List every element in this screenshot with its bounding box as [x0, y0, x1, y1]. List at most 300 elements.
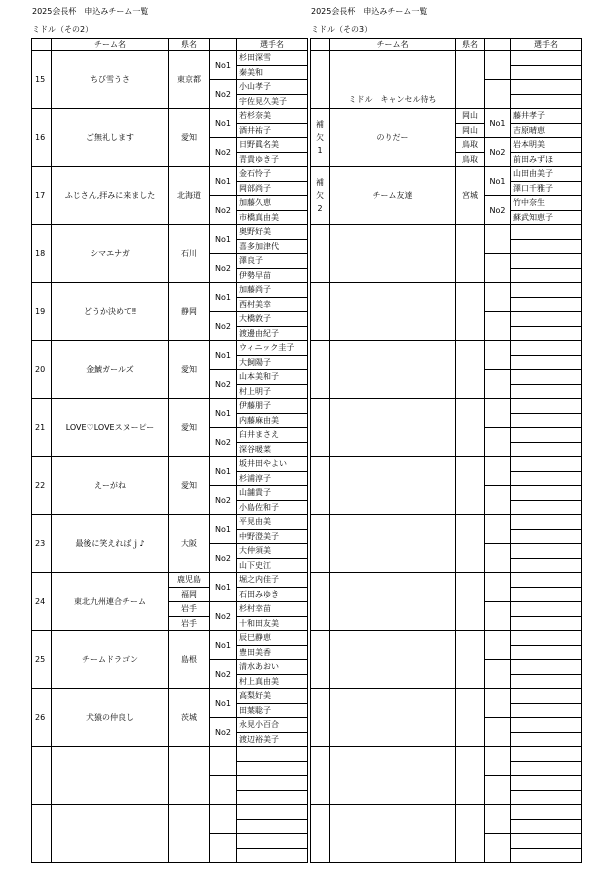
player-name: 中野澄美子	[237, 529, 308, 544]
team-name	[330, 515, 456, 573]
empty-team-block	[311, 225, 582, 283]
left-subheading: ミドル（その2）	[32, 25, 94, 34]
team-number: 21	[32, 399, 52, 457]
team-name	[52, 747, 169, 805]
player-name: 大仲須美	[237, 544, 308, 559]
team-name	[330, 225, 456, 283]
pair-label	[485, 805, 511, 834]
player-name	[511, 631, 582, 646]
pair-label: No1	[485, 109, 511, 138]
player-name	[511, 790, 582, 805]
team-number: 19	[32, 283, 52, 341]
team-name: シマエナガ	[52, 225, 169, 283]
player-name	[511, 370, 582, 385]
empty-team-block	[311, 341, 582, 399]
pair-label	[485, 776, 511, 805]
pair-label	[485, 747, 511, 776]
pair-label: No1	[210, 167, 237, 196]
pair-label: No2	[210, 544, 237, 573]
col-header-pref: 県名	[456, 39, 485, 51]
table-row	[311, 109, 582, 124]
team-name	[330, 689, 456, 747]
player-name	[511, 442, 582, 457]
empty-team-block	[311, 573, 582, 631]
team-number: 18	[32, 225, 52, 283]
prefecture: 北海道	[169, 167, 210, 225]
team-name	[330, 341, 456, 399]
prefecture	[456, 51, 485, 109]
pair-label: No2	[485, 138, 511, 167]
prefecture: 宮城	[456, 167, 485, 225]
player-name	[237, 805, 308, 820]
team-name: 東北九州連合チーム	[52, 573, 169, 631]
player-name: 若杉奈美	[237, 109, 308, 124]
pair-label	[485, 225, 511, 254]
team-name: のりだー	[330, 109, 456, 167]
pair-label: No2	[210, 370, 237, 399]
player-name: 村上真由美	[237, 674, 308, 689]
prefecture	[456, 689, 485, 747]
pair-label	[485, 660, 511, 689]
pair-label: No1	[210, 399, 237, 428]
player-name: 内藤麻由美	[237, 413, 308, 428]
player-name	[511, 413, 582, 428]
team-block	[32, 631, 308, 689]
player-name	[511, 529, 582, 544]
prefecture	[456, 631, 485, 689]
table-row	[32, 283, 308, 298]
player-name	[511, 65, 582, 80]
prefecture: 鳥取	[456, 152, 485, 167]
player-name: 加藤久恵	[237, 196, 308, 211]
pair-label: No1	[210, 573, 237, 602]
table-row	[32, 573, 308, 588]
pair-label	[485, 689, 511, 718]
player-name: 岡部尚子	[237, 181, 308, 196]
player-name	[237, 776, 308, 791]
player-name	[511, 384, 582, 399]
prefecture	[456, 399, 485, 457]
table-row	[32, 631, 308, 646]
prefecture	[456, 225, 485, 283]
cancel-waiting-note: ミドル キャンセル待ち	[348, 95, 437, 104]
reserve-label-cell	[311, 109, 330, 167]
prefecture: 静岡	[169, 283, 210, 341]
player-name	[237, 819, 308, 834]
team-block	[32, 225, 308, 283]
pair-label: No2	[210, 80, 237, 109]
pair-label	[210, 747, 237, 776]
table-row	[311, 283, 582, 298]
player-name	[511, 805, 582, 820]
pair-label: No1	[485, 167, 511, 196]
table-row	[32, 225, 308, 240]
prefecture: 鹿児島	[169, 573, 210, 588]
player-name: 杉田深雪	[237, 51, 308, 66]
prefecture: 福岡	[169, 587, 210, 602]
team-name: 最後に笑えればｊ♪	[52, 515, 169, 573]
empty-team-block	[311, 51, 582, 109]
pair-label: No1	[210, 341, 237, 370]
table-row	[311, 573, 582, 588]
table-row	[32, 167, 308, 182]
prefecture	[456, 805, 485, 863]
player-name: 山本美和子	[237, 370, 308, 385]
pair-label: No1	[210, 631, 237, 660]
player-name	[511, 515, 582, 530]
table-row	[32, 399, 308, 414]
pair-label: No2	[210, 486, 237, 515]
player-name	[511, 587, 582, 602]
team-block	[32, 167, 308, 225]
pair-label	[485, 283, 511, 312]
player-name	[511, 558, 582, 573]
player-name	[511, 254, 582, 269]
pair-label	[485, 718, 511, 747]
player-name	[511, 674, 582, 689]
pair-label: No2	[210, 718, 237, 747]
team-block	[32, 689, 308, 747]
pair-label: No2	[210, 138, 237, 167]
pair-label: No2	[210, 196, 237, 225]
table-row	[311, 399, 582, 414]
prefecture: 石川	[169, 225, 210, 283]
player-name: 小山孝子	[237, 80, 308, 95]
team-number: 15	[32, 51, 52, 109]
table-row	[32, 515, 308, 530]
player-name	[511, 573, 582, 588]
player-name: 平見由美	[237, 515, 308, 530]
player-name: 渡邊由紀子	[237, 326, 308, 341]
player-name	[511, 239, 582, 254]
team-number: 17	[32, 167, 52, 225]
player-name: 石田みゆき	[237, 587, 308, 602]
team-number: 25	[32, 631, 52, 689]
pair-label	[485, 515, 511, 544]
team-block	[32, 515, 308, 573]
empty-team-block	[311, 399, 582, 457]
prefecture: 岡山	[456, 123, 485, 138]
team-number: 24	[32, 573, 52, 631]
player-name: 伊藤朋子	[237, 399, 308, 414]
pair-label: No1	[210, 225, 237, 254]
player-name: 秦美和	[237, 65, 308, 80]
team-name: どうか決めて‼	[52, 283, 169, 341]
table-row	[32, 109, 308, 124]
player-name	[237, 790, 308, 805]
reserve-team-block	[311, 109, 582, 167]
player-name	[511, 645, 582, 660]
player-name	[511, 834, 582, 849]
right-team-table	[310, 38, 582, 863]
empty-team-block	[311, 631, 582, 689]
player-name: 吉原晴恵	[511, 123, 582, 138]
pair-label	[485, 254, 511, 283]
prefecture: 鳥取	[456, 138, 485, 153]
team-number: 23	[32, 515, 52, 573]
team-number: 22	[32, 457, 52, 515]
team-block	[32, 283, 308, 341]
player-name: 渡辺裕美子	[237, 732, 308, 747]
player-name: 杉浦淳子	[237, 471, 308, 486]
team-name: ふじさん,拝みに来ました	[52, 167, 169, 225]
team-block	[32, 457, 308, 515]
player-name: 山下史江	[237, 558, 308, 573]
player-name: 田葉聡子	[237, 703, 308, 718]
empty-team-block	[311, 747, 582, 805]
right-header-row	[311, 39, 582, 51]
pair-label: No2	[210, 660, 237, 689]
player-name: 山田由美子	[511, 167, 582, 182]
table-row	[311, 747, 582, 762]
player-name: 杉村幸苗	[237, 602, 308, 617]
table-row	[311, 515, 582, 530]
player-name	[237, 834, 308, 849]
team-name	[330, 631, 456, 689]
player-name: 十和田友美	[237, 616, 308, 631]
prefecture: 島根	[169, 631, 210, 689]
pair-label: No1	[210, 515, 237, 544]
reserve-team-block	[311, 167, 582, 225]
player-name	[511, 602, 582, 617]
empty-team-block	[311, 805, 582, 863]
pair-label	[485, 80, 511, 109]
table-row	[311, 51, 582, 66]
player-name: 大橋敦子	[237, 312, 308, 327]
prefecture	[456, 457, 485, 515]
prefecture: 岩手	[169, 616, 210, 631]
pair-label	[485, 457, 511, 486]
player-name: 市橋真由美	[237, 210, 308, 225]
player-name: 竹中奈生	[511, 196, 582, 211]
pair-label	[485, 341, 511, 370]
player-name	[511, 283, 582, 298]
table-row	[311, 631, 582, 646]
player-name	[511, 776, 582, 791]
player-name: 村上明子	[237, 384, 308, 399]
player-name	[511, 225, 582, 240]
player-name: 蘇武知恵子	[511, 210, 582, 225]
player-name: 加藤尚子	[237, 283, 308, 298]
pair-label	[485, 573, 511, 602]
empty-team-block	[311, 689, 582, 747]
player-name	[511, 689, 582, 704]
player-name: 宇佐見久美子	[237, 94, 308, 109]
team-name: LOVE♡LOVEスヌーピー	[52, 399, 169, 457]
team-number: 26	[32, 689, 52, 747]
player-name	[511, 80, 582, 95]
prefecture	[169, 747, 210, 805]
pair-label	[210, 834, 237, 863]
left-team-table	[31, 38, 308, 863]
player-name: 前田みずほ	[511, 152, 582, 167]
player-name: 臼井まさえ	[237, 428, 308, 443]
pair-label: No2	[210, 428, 237, 457]
team-name	[52, 805, 169, 863]
prefecture	[456, 747, 485, 805]
team-name: チーム友達	[330, 167, 456, 225]
pair-label: No1	[210, 51, 237, 80]
player-name: 藤井孝子	[511, 109, 582, 124]
player-name: 永見小百合	[237, 718, 308, 733]
pair-label	[485, 602, 511, 631]
col-header-players: 選手名	[237, 39, 308, 51]
reserve-label-cell	[311, 167, 330, 225]
pair-label	[485, 51, 511, 80]
player-name: 堀之内佳子	[237, 573, 308, 588]
player-name	[511, 268, 582, 283]
player-name	[511, 660, 582, 675]
left-header-row	[32, 39, 308, 51]
player-name: 清水あおい	[237, 660, 308, 675]
col-header-pref: 県名	[169, 39, 210, 51]
player-name: 坂井田やよい	[237, 457, 308, 472]
pair-label	[485, 486, 511, 515]
pair-label	[485, 428, 511, 457]
player-name	[511, 297, 582, 312]
table-row	[311, 689, 582, 704]
prefecture	[169, 805, 210, 863]
right-heading: 2025会長杯 申込みチーム一覧	[311, 7, 428, 16]
player-name	[237, 747, 308, 762]
player-name: 豊田美香	[237, 645, 308, 660]
player-name: 澤口千雅子	[511, 181, 582, 196]
col-header-team: チーム名	[52, 39, 169, 51]
player-name: ウィニック圭子	[237, 341, 308, 356]
player-name: 高梨好美	[237, 689, 308, 704]
prefecture: 岡山	[456, 109, 485, 124]
player-name	[511, 703, 582, 718]
player-name: 辰巳静恵	[237, 631, 308, 646]
player-name	[511, 500, 582, 515]
pair-label	[485, 370, 511, 399]
team-number: 16	[32, 109, 52, 167]
table-row	[32, 51, 308, 66]
pair-label: No1	[210, 457, 237, 486]
player-name	[511, 326, 582, 341]
player-name: 西村美幸	[237, 297, 308, 312]
player-name: 酒井祐子	[237, 123, 308, 138]
player-name	[511, 399, 582, 414]
player-name	[511, 428, 582, 443]
pair-label	[210, 805, 237, 834]
player-name: 大飼陽子	[237, 355, 308, 370]
player-name: 岩本明美	[511, 138, 582, 153]
player-name	[237, 848, 308, 863]
table-row	[311, 805, 582, 820]
table-row	[32, 805, 308, 820]
pair-label	[485, 544, 511, 573]
pair-label: No1	[210, 109, 237, 138]
prefecture: 大阪	[169, 515, 210, 573]
table-row	[32, 341, 308, 356]
player-name	[511, 732, 582, 747]
player-name: 喜多加津代	[237, 239, 308, 254]
player-name	[511, 544, 582, 559]
team-name	[330, 457, 456, 515]
prefecture: 茨城	[169, 689, 210, 747]
pair-label	[485, 312, 511, 341]
prefecture: 岩手	[169, 602, 210, 617]
table-row	[311, 457, 582, 472]
player-name: 山舗貴子	[237, 486, 308, 501]
reserve-label: 補 欠 1	[316, 120, 324, 155]
player-name	[511, 747, 582, 762]
table-row	[32, 457, 308, 472]
table-row	[311, 341, 582, 356]
player-name	[511, 312, 582, 327]
team-number: 20	[32, 341, 52, 399]
team-name: チームドラゴン	[52, 631, 169, 689]
prefecture: 愛知	[169, 109, 210, 167]
player-name	[511, 848, 582, 863]
prefecture: 愛知	[169, 457, 210, 515]
player-name: 金石怜子	[237, 167, 308, 182]
empty-team-block	[311, 283, 582, 341]
player-name: 日野眞名美	[237, 138, 308, 153]
pair-label: No1	[210, 283, 237, 312]
team-block	[32, 573, 308, 631]
prefecture	[456, 283, 485, 341]
pair-label	[210, 776, 237, 805]
prefecture	[456, 573, 485, 631]
team-name: ちび雪うさ	[52, 51, 169, 109]
player-name: 澤良子	[237, 254, 308, 269]
player-name	[511, 457, 582, 472]
team-name	[330, 283, 456, 341]
empty-team-block	[32, 805, 308, 863]
left-heading: 2025会長杯 申込みチーム一覧	[32, 7, 149, 16]
prefecture: 東京都	[169, 51, 210, 109]
team-block	[32, 51, 308, 109]
table-row	[32, 747, 308, 762]
team-block	[32, 109, 308, 167]
player-name	[511, 471, 582, 486]
player-name: 青貴ゆき子	[237, 152, 308, 167]
player-name	[511, 761, 582, 776]
player-name	[237, 761, 308, 776]
player-name: 奥野好美	[237, 225, 308, 240]
player-name: 深谷暖菜	[237, 442, 308, 457]
pair-label: No2	[485, 196, 511, 225]
prefecture	[456, 515, 485, 573]
team-name: ご無礼します	[52, 109, 169, 167]
table-row	[32, 689, 308, 704]
prefecture: 愛知	[169, 399, 210, 457]
right-subheading: ミドル（その3）	[311, 25, 373, 34]
prefecture: 愛知	[169, 341, 210, 399]
col-header-team: チーム名	[330, 39, 456, 51]
table-row	[311, 225, 582, 240]
team-name: えーがね	[52, 457, 169, 515]
team-name	[330, 805, 456, 863]
team-name: 犬猿の仲良し	[52, 689, 169, 747]
team-name: 金鯱ガールズ	[52, 341, 169, 399]
player-name	[511, 94, 582, 109]
team-name	[330, 399, 456, 457]
pair-label: No1	[210, 689, 237, 718]
pair-label: No2	[210, 312, 237, 341]
player-name	[511, 616, 582, 631]
team-block	[32, 341, 308, 399]
player-name	[511, 355, 582, 370]
empty-team-block	[311, 515, 582, 573]
player-name: 小島佐和子	[237, 500, 308, 515]
player-name	[511, 51, 582, 66]
pair-label	[485, 399, 511, 428]
player-name	[511, 819, 582, 834]
col-header-players: 選手名	[511, 39, 582, 51]
